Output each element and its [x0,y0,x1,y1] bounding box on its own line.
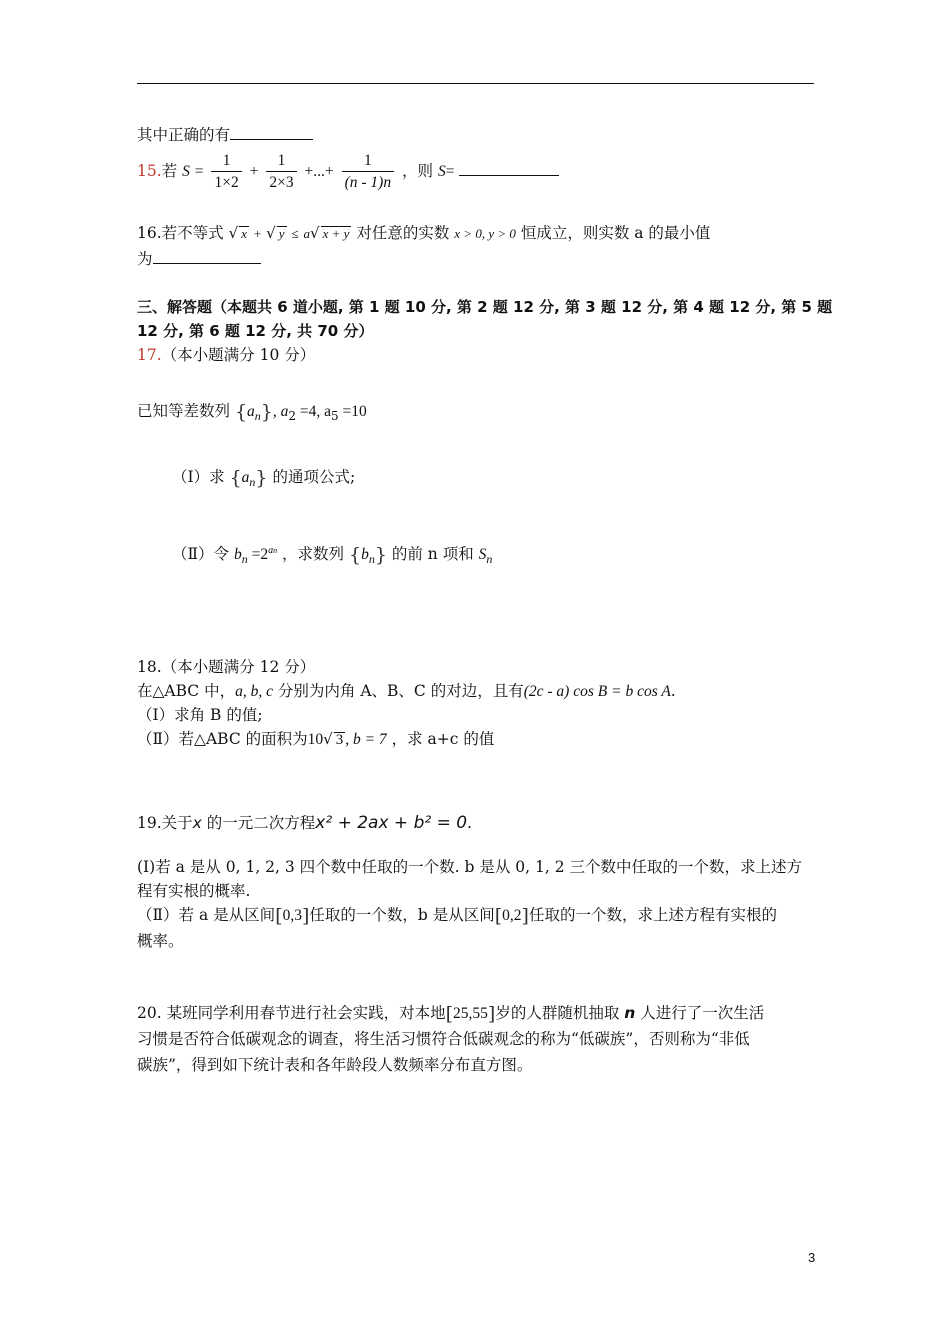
answer-blank [459,161,559,176]
question-16: 16.若不等式 √ x + √ y ≤ a√ x + y 对任意的实数 x > 0, y > 0 恒成立，则实数 a 的最小值 [137,224,711,242]
section-3-heading-cont: 12 分, 第 6 题 12 分, 共 70 分） [137,322,374,340]
question-17-part-1: （Ⅰ）求 $\{a_n\}$ 的通项公式; [172,467,356,489]
question-20-stem: 20. 某班同学利用春节进行社会实践，对本地[25,55]岁的人群随机抽取 n 人进行了一次生活 [137,1003,765,1025]
fraction-3: $\frac{1}{(n - 1)n}$ [342,151,395,194]
question-18-stem: 在△ABC 中，a, b, c 分别为内角 A、B、C 的对边，且有(2c - a) cos B = b cos A. [137,682,676,700]
question-19-part-1-cont: 程有实根的概率. [137,882,251,900]
question-15: 15.若 S = $\frac{1}{1\times 2}$ + $\frac{1}{2\times 3}$ +...+ $\frac{1}{(n - 1)n}$ ，则 S= [137,148,559,195]
question-17-part-2: （Ⅱ）令 $b_n =2^{an}$ ，求数列 $\{b_n\}$ 的前 n 项和 $S_n$ [172,544,493,567]
question-18-title: 18.（本小题满分 12 分） [137,658,316,676]
question-19-part-2-cont: 概率。 [137,932,184,950]
question-18-part-1: （I）求角 B 的值; [137,706,263,724]
question-19-stem: 19.关于x 的一元二次方程x² + 2ax + b² = 0. [137,813,472,833]
fraction-2: $\frac{1}{2\times 3}$ [266,151,296,194]
question-20-line-2: 习惯是否符合低碳观念的调查，将生活习惯符合低碳观念的称为“低碳族”，否则称为“非低 [137,1030,750,1048]
question-17-stem: 已知等差数列 $\{a_n\}$, $a_2 =4$, $a_5 =10$ [137,401,367,423]
question-17-title: 17.（本小题满分 10 分） [137,346,316,364]
fraction-1: $\frac{1}{1\times 2}$ [211,151,241,194]
answer-blank [153,249,261,264]
answer-line-14: 其中正确的有 [137,124,313,146]
header-rule [137,83,814,84]
section-3-heading: 三、解答题（本题共 6 道小题, 第 1 题 10 分, 第 2 题 12 分, 第 3 题 12 分, 第 4 题 12 分, 第 5 题 [137,298,833,316]
question-19-part-1: (I)若 a 是从 0, 1, 2, 3 四个数中任取的一个数. b 是从 0, 1, 2 三个数中任取的一个数，求上述方 [137,858,803,876]
question-18-part-2: （Ⅱ）若△ABC 的面积为10√ 3 , b = 7 ，求 a+c 的值 [137,730,495,748]
question-16-cont: 为 [137,248,261,270]
answer-blank [230,125,313,140]
question-19-part-2: （Ⅱ）若 a 是从区间[0,3]任取的一个数，b 是从区间[0,2]任取的一个数，求上述方程有实根的 [137,905,777,927]
question-20-line-3: 碳族”，得到如下统计表和各年龄段人数频率分布直方图。 [137,1056,533,1074]
page-number: 3 [808,1250,816,1265]
